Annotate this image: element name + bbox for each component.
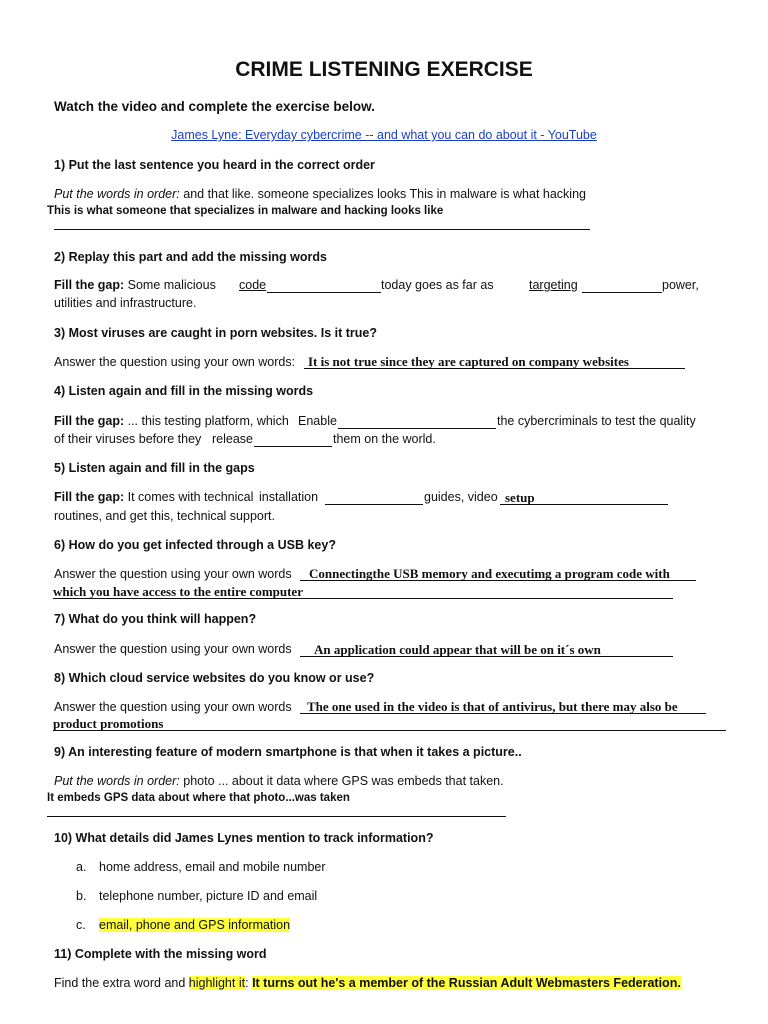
q5-label: Fill the gap:	[54, 490, 125, 504]
q4-blank-1-line	[338, 428, 496, 429]
q5-blank-1-line	[325, 504, 423, 505]
q4-text-d: them on the world.	[333, 432, 436, 446]
page-title: CRIME LISTENING EXERCISE	[235, 58, 533, 81]
question-9: 9) An interesting feature of modern smartphone is that when it takes a picture..	[54, 745, 522, 759]
q7-prompt: Answer the question using your own words	[54, 642, 292, 656]
q5-text-a: It comes with technical	[124, 490, 254, 504]
q2-blank-1	[239, 278, 266, 292]
q1-prompt-text: and that like. someone specializes looks This in malware is what hacking	[179, 187, 586, 201]
question-5: 5) Listen again and fill in the gaps	[54, 461, 255, 475]
q8-answer-1: The one used in the video is that of antivirus, but there may also be	[307, 699, 678, 714]
q2-blank-2	[529, 278, 578, 292]
q3-answer: It is not true since they are captured on company websites	[308, 354, 629, 369]
q2-line-2: utilities and infrastructure.	[54, 296, 197, 310]
q10-option-a: home address, email and mobile number	[99, 860, 326, 874]
q11-line	[54, 976, 681, 990]
instruction: Watch the video and complete the exercise below.	[54, 99, 375, 114]
q4-text-c: of their viruses before they	[54, 432, 202, 446]
q2-blank-2-line	[582, 292, 662, 293]
q3-prompt: Answer the question using your own words:	[54, 355, 296, 369]
q10-option-b: telephone number, picture ID and email	[99, 889, 318, 903]
q2-text-a: Some malicious	[124, 278, 216, 292]
q4-text-b: the cybercriminals to test the quality	[497, 414, 696, 428]
q8-answer-line-1	[300, 713, 706, 714]
question-3: 3) Most viruses are caught in porn websites. Is it true?	[54, 326, 377, 340]
q10-option-a-letter: a.	[76, 860, 87, 874]
q6-answer-line-1	[300, 580, 696, 581]
q10-option-c-letter: c.	[76, 918, 86, 932]
video-link[interactable]: James Lyne: Everyday cybercrime -- and what you can do about it - YouTube	[171, 128, 597, 142]
q1-prompt	[54, 187, 586, 201]
q6-answer-line-2	[53, 598, 673, 599]
q9-prompt	[54, 774, 504, 788]
q2-text-c: power,	[662, 278, 699, 292]
q7-answer: An application could appear that will be on it´s own	[314, 642, 601, 657]
q6-answer-2: which you have access to the entire computer	[53, 584, 303, 599]
q4-blank-2-line	[254, 446, 332, 447]
q8-answer-2: product promotions	[53, 716, 164, 731]
q5-word-1: installation	[259, 490, 319, 504]
q5-word-2: setup	[505, 490, 535, 505]
q2-fill	[54, 278, 216, 292]
q6-prompt: Answer the question using your own words	[54, 567, 292, 581]
q2-text-b: today goes as far as	[381, 278, 494, 292]
q1-answer-line	[54, 229, 590, 230]
q9-prompt-label: Put the words in order:	[54, 774, 180, 788]
question-7: 7) What do you think will happen?	[54, 612, 257, 626]
q9-answer: It embeds GPS data about where that photo...was taken	[47, 792, 350, 804]
q2-blank-1-line	[267, 292, 381, 293]
q6-answer-1: Connectingthe USB memory and executimg a program code with	[309, 566, 670, 581]
q2-word-1: code	[239, 278, 267, 292]
q4-label: Fill the gap:	[54, 414, 125, 428]
question-11: 11) Complete with the missing word	[54, 947, 267, 961]
q8-answer-line-2	[53, 730, 726, 731]
q3-answer-line	[304, 368, 685, 369]
q10-option-c: email, phone and GPS information	[99, 918, 291, 932]
q1-answer: This is what someone that specializes in malware and hacking looks like	[47, 205, 444, 217]
q7-answer-line	[300, 656, 673, 657]
q4-text-a: ... this testing platform, which	[124, 414, 289, 428]
question-10: 10) What details did James Lynes mention to track information?	[54, 831, 434, 845]
q5-text-b: guides, video	[424, 490, 498, 504]
q8-prompt: Answer the question using your own words	[54, 700, 292, 714]
q5-blank-2-line	[500, 504, 668, 505]
q9-prompt-text: photo ... about it data where GPS was embeds that taken.	[179, 774, 504, 788]
question-2: 2) Replay this part and add the missing words	[54, 250, 327, 264]
q5-line-2: routines, and get this, technical support.	[54, 509, 275, 523]
q1-prompt-label: Put the words in order:	[54, 187, 180, 201]
q9-answer-line	[47, 816, 506, 817]
q11-colon: :	[245, 976, 249, 990]
q4-word-1: Enable	[298, 414, 337, 428]
question-6: 6) How do you get infected through a USB key?	[54, 538, 336, 552]
q2-word-2: targeting	[529, 278, 578, 292]
q11-sentence: It turns out he's a member of the Russian Adult Webmasters Federation.	[252, 976, 681, 990]
question-1: 1) Put the last sentence you heard in the correct order	[54, 158, 375, 172]
q11-text-a: Find the extra word and	[54, 976, 189, 990]
q11-highlight-word: highlight it	[188, 976, 246, 990]
q4-word-2: release	[212, 432, 253, 446]
q5-fill	[54, 490, 253, 504]
q4-fill	[54, 414, 289, 428]
question-8: 8) Which cloud service websites do you know or use?	[54, 671, 375, 685]
q10-option-b-letter: b.	[76, 889, 87, 903]
question-4: 4) Listen again and fill in the missing words	[54, 384, 314, 398]
q2-label: Fill the gap:	[54, 278, 125, 292]
